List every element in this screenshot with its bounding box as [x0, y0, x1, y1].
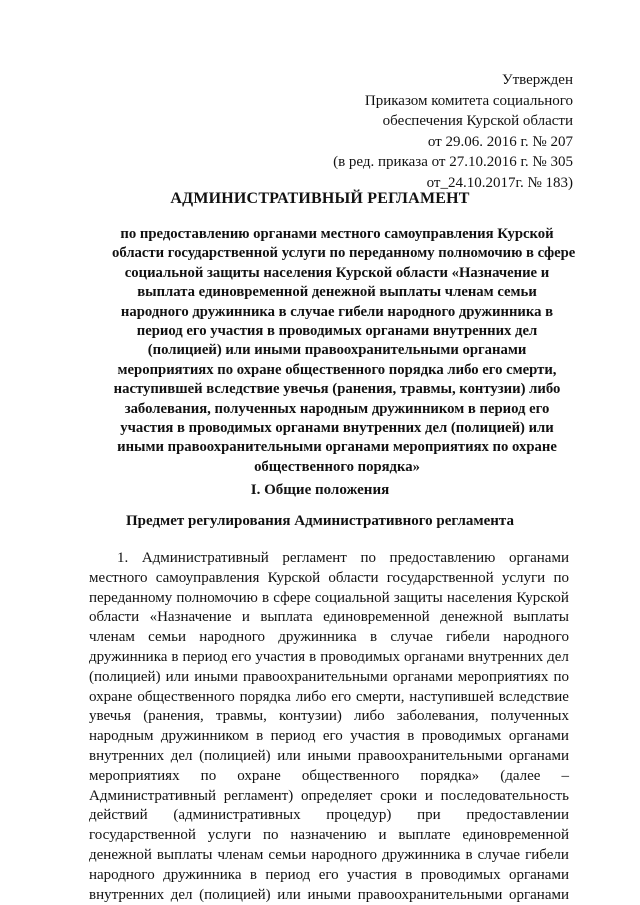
word: полномочию	[176, 589, 258, 606]
word: (полицией)	[199, 886, 271, 903]
word: или	[277, 747, 301, 764]
word: проводимых	[320, 648, 401, 665]
word: единовременной	[323, 609, 430, 626]
word: по	[360, 550, 376, 566]
word: (полицией)	[199, 747, 271, 764]
word: дел	[170, 886, 193, 903]
word: народного	[503, 629, 569, 646]
paragraph-line	[89, 866, 569, 886]
paragraph-line	[89, 628, 569, 648]
word: в	[171, 648, 179, 665]
word: действий	[89, 807, 148, 824]
word: в	[309, 648, 317, 665]
word: общественного	[301, 767, 400, 784]
word: области	[89, 609, 140, 626]
word: проводимых	[421, 728, 502, 745]
word: Курской	[267, 569, 321, 586]
word: назначению	[290, 827, 367, 844]
paragraph-body	[89, 549, 569, 905]
word: в	[465, 846, 473, 863]
word: самоуправления	[155, 569, 260, 586]
word: гибели	[525, 846, 569, 863]
word: внутренних	[468, 648, 544, 665]
word: органами	[404, 648, 465, 665]
word: дел	[170, 747, 193, 764]
section-title: I. Общие положения	[250, 482, 390, 498]
word: народного	[311, 846, 377, 863]
word: общественного	[137, 688, 235, 705]
word: сроки	[380, 787, 418, 804]
word: травмы,	[215, 708, 267, 725]
word: и	[378, 827, 387, 844]
word: правоохранительными	[357, 747, 503, 764]
word: социальной	[314, 589, 390, 606]
word: проводимых	[420, 866, 501, 883]
word: выплата	[260, 609, 313, 626]
word: органами	[508, 886, 569, 903]
word: участия	[347, 866, 397, 883]
word: наступившей	[409, 688, 494, 705]
word: дружинника	[163, 866, 242, 883]
word: участия	[255, 648, 306, 665]
paragraph-line	[89, 549, 569, 569]
word: народного	[199, 629, 265, 646]
paragraph-line	[89, 747, 569, 767]
word: (административных	[173, 807, 301, 824]
word: денежной	[440, 609, 504, 626]
word: защиты	[393, 589, 443, 606]
word: дружинника	[89, 648, 168, 665]
approval-block	[290, 70, 573, 194]
paragraph-line	[89, 886, 569, 905]
word: в	[405, 866, 413, 883]
word: порядка	[239, 688, 291, 705]
word: Административный	[141, 550, 269, 566]
word: народным	[89, 728, 154, 745]
word: государственной	[89, 827, 196, 844]
word: местного	[89, 569, 148, 586]
word: иными	[194, 668, 238, 685]
approval-line: (в ред. приказа от 27.10.2016 г. № 305	[333, 154, 573, 171]
word: по	[200, 767, 217, 784]
word: или	[165, 668, 190, 685]
word: государственной	[386, 569, 494, 586]
word: вследствие	[498, 688, 569, 705]
word: смерти,	[356, 688, 405, 705]
word: по	[553, 569, 569, 586]
word: выплаты	[156, 846, 213, 863]
approval-line: Утвержден	[501, 72, 573, 88]
word: период	[265, 866, 311, 883]
word: или	[277, 886, 301, 903]
word: дружинника	[382, 846, 461, 863]
paragraph-line	[89, 648, 569, 668]
word: порядка»	[420, 767, 480, 784]
word: последовательность	[440, 787, 569, 804]
word: в	[249, 866, 258, 883]
paragraph-line	[89, 806, 569, 826]
paragraph-line	[89, 569, 569, 589]
word: семьи	[268, 846, 307, 863]
word: дружинника	[278, 629, 357, 646]
document-subtitle	[112, 225, 576, 477]
word: правоохранительными	[357, 886, 503, 903]
word: гибели	[446, 629, 490, 646]
word: контузии)	[279, 708, 342, 725]
word: денежной	[89, 846, 152, 863]
word: выплате	[398, 827, 451, 844]
word: полученных	[490, 708, 569, 725]
paragraph-line	[89, 767, 569, 787]
word: период	[270, 728, 316, 745]
word: членам	[89, 629, 135, 646]
word: иными	[307, 886, 352, 903]
word: 1.	[117, 550, 129, 566]
word: переданному	[89, 589, 173, 606]
word: мероприятиях	[457, 668, 549, 685]
word: внутренних	[89, 886, 165, 903]
word: органами	[508, 550, 569, 566]
word: дел	[547, 648, 569, 665]
word: охране	[89, 688, 133, 705]
paragraph-line	[89, 707, 569, 727]
word: и	[241, 609, 250, 626]
word: сфере	[273, 589, 311, 606]
word: семьи	[148, 629, 187, 646]
subsection-title: Предмет регулирования Административного регламента	[126, 513, 514, 529]
word: (далее	[500, 767, 541, 784]
word: процедур)	[326, 807, 392, 824]
word: органами	[508, 866, 569, 883]
approval-line: Приказом комитета социального	[364, 92, 573, 109]
word: правоохранительными	[242, 668, 388, 685]
word: Курской	[516, 589, 569, 606]
subtitle-line: заболевания, полученных народным дружинником в период его	[124, 400, 550, 417]
word: период	[182, 648, 228, 665]
word: случае	[477, 846, 521, 863]
word: увечья	[89, 708, 132, 725]
word: услуги	[207, 827, 252, 844]
word: его	[322, 728, 343, 745]
paragraph-line	[89, 668, 569, 688]
subtitle-line: участия в проводимых органами внутренних дел (полицией) или	[120, 420, 554, 437]
word: либо	[354, 708, 385, 725]
subtitle-line: общественного порядка»	[254, 458, 420, 475]
word: (полицией)	[89, 668, 161, 685]
subtitle-line: выплата единовременной денежной выплаты членам семьи	[137, 284, 537, 301]
word: предоставлению	[389, 550, 496, 566]
word: по	[262, 827, 279, 844]
paragraph-line	[89, 688, 569, 708]
word: дружинником	[160, 728, 249, 745]
word: в	[370, 629, 378, 646]
subtitle-line: мероприятиях по охране общественного порядка либо его смерти,	[117, 361, 557, 378]
approval-line: от 29.06. 2016 г. № 207	[427, 133, 573, 150]
paragraph-line	[89, 589, 569, 609]
word: населения	[446, 589, 513, 606]
word: охране	[237, 767, 281, 784]
word: иными	[307, 747, 352, 764]
word: регламент	[282, 550, 347, 566]
word: случае	[390, 629, 433, 646]
word: органами	[508, 747, 569, 764]
word: Административный	[89, 787, 217, 804]
word: услуги	[501, 569, 546, 586]
word: определяет	[300, 787, 373, 804]
word: органами	[508, 728, 569, 745]
word: регламент)	[223, 787, 294, 804]
word: области	[328, 569, 379, 586]
word: при	[417, 807, 441, 824]
word: внутренних	[89, 747, 165, 764]
word: (ранения,	[143, 708, 204, 725]
approval-line: от_24.10.2017г. № 183)	[426, 174, 573, 191]
subtitle-line: социальной защиты населения Курской области «Назначение и	[124, 264, 550, 281]
word: предоставлении	[466, 807, 569, 824]
word: и	[424, 787, 433, 804]
word: участия	[350, 728, 400, 745]
subtitle-line: по предоставлению органами местного самоуправления Курской	[120, 226, 554, 242]
word: его	[231, 648, 252, 665]
subtitle-line: области государственной услуги по переданному полномочию в сфере	[112, 245, 576, 262]
word: либо	[295, 688, 327, 705]
word: «Назначение	[149, 609, 232, 626]
paragraph-line	[89, 826, 569, 846]
subtitle-line: наступившей вследствие увечья (ранения, травмы, контузии) либо	[113, 381, 561, 398]
word: членам	[217, 846, 264, 863]
word: в	[256, 728, 264, 745]
word: народного	[89, 866, 155, 883]
paragraph-line	[89, 608, 569, 628]
approval-line: обеспечения Курской области	[382, 113, 573, 130]
word: в	[407, 728, 415, 745]
word: мероприятиях	[89, 767, 180, 784]
subtitle-line: период его участия в проводимых органами внутренних дел	[136, 323, 538, 340]
word: органами	[392, 668, 453, 685]
subtitle-line: (полицией) или иными правоохранительными органами	[147, 342, 527, 359]
word: в	[262, 589, 270, 606]
subtitle-line: народного дружинника в случае гибели народного дружинника в	[120, 303, 554, 320]
word: заболевания,	[396, 708, 479, 725]
document-title: АДМИНИСТРАТИВНЫЙ РЕГЛАМЕНТ	[170, 190, 470, 207]
word: по	[553, 668, 569, 685]
word: его	[318, 866, 339, 883]
word: выплаты	[513, 609, 569, 626]
word: его	[331, 688, 352, 705]
word: –	[561, 767, 569, 784]
subtitle-line: иными правоохранительными органами мероприятиях по охране	[117, 439, 557, 456]
paragraph-line	[89, 727, 569, 747]
paragraph-line	[89, 787, 569, 807]
paragraph-line	[89, 846, 569, 866]
word: единовременной	[462, 827, 569, 844]
